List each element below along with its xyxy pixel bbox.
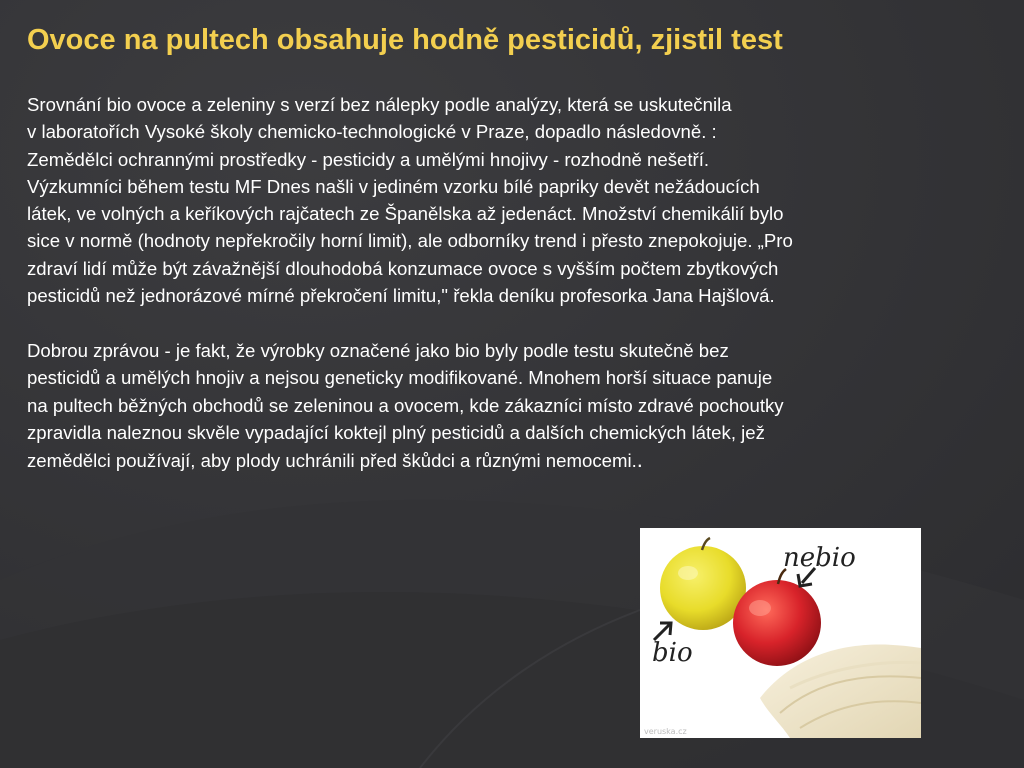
- paragraph-last-line-text: zemědělci používají, aby plody uchránili před škůdci a různými nemocemi.: [27, 450, 637, 472]
- paragraph-pesticide-analysis: [27, 91, 793, 309]
- photo-watermark: veruska.cz: [644, 727, 687, 736]
- paragraph-line: [27, 446, 784, 474]
- paragraph-line: Zemědělci ochrannými prostředky - pesticidy a umělými hnojivy - rozhodně nešetří.: [27, 148, 710, 170]
- paragraph-line: zdraví lidí může být závažnější dlouhodobá konzumace ovoce s vyšším počtem zbytkových: [27, 257, 779, 279]
- slide-title: Ovoce na pultech obsahuje hodně pesticidů, zjistil test: [27, 24, 783, 56]
- paragraph-line: v laboratořích Vysoké školy chemicko-technologické v Praze, dopadlo následovně. :: [27, 121, 717, 143]
- label-nebio: nebio: [783, 543, 856, 573]
- paragraph-line: pesticidů a umělých hnojiv a nejsou geneticky modifikované. Mnohem horší situace panuje: [27, 367, 773, 389]
- apples-photo: [640, 528, 921, 738]
- apples-illustration: [640, 528, 921, 738]
- paragraph-line: Dobrou zprávou - je fakt, že výrobky označené jako bio byly podle testu skutečně bez: [27, 340, 729, 361]
- label-bio: bio: [652, 638, 693, 668]
- paragraph-line: pesticidů než jednorázové mírné překročení limitu," řekla deníku profesorka Jana Hajšlová.: [27, 285, 775, 307]
- paragraph-line: sice v normě (hodnoty nepřekročily horní limit), ale odborníky trend i přesto znepokojuje. „Pro: [27, 230, 793, 252]
- paragraph-line: Výzkumníci během testu MF Dnes našli v jediném vzorku bílé papriky devět nežádoucích: [27, 175, 760, 197]
- paragraph-end-period: .: [636, 447, 643, 473]
- paragraph-line: na pultech běžných obchodů se zeleninou a ovocem, kde zákazníci místo zdravé pochoutky: [27, 394, 784, 416]
- paragraph-line: látek, ve volných a keříkových rajčatech ze Španělska až jedenáct. Množství chemikálií bylo: [27, 203, 784, 225]
- paragraph-line: Srovnání bio ovoce a zeleniny s verzí bez nálepky podle analýzy, která se uskutečnila: [27, 94, 732, 115]
- paragraph-bio-good-news: [27, 337, 784, 474]
- paragraph-line: zpravidla naleznou skvěle vypadající koktejl plný pesticidů a dalších chemických látek, jež: [27, 421, 765, 443]
